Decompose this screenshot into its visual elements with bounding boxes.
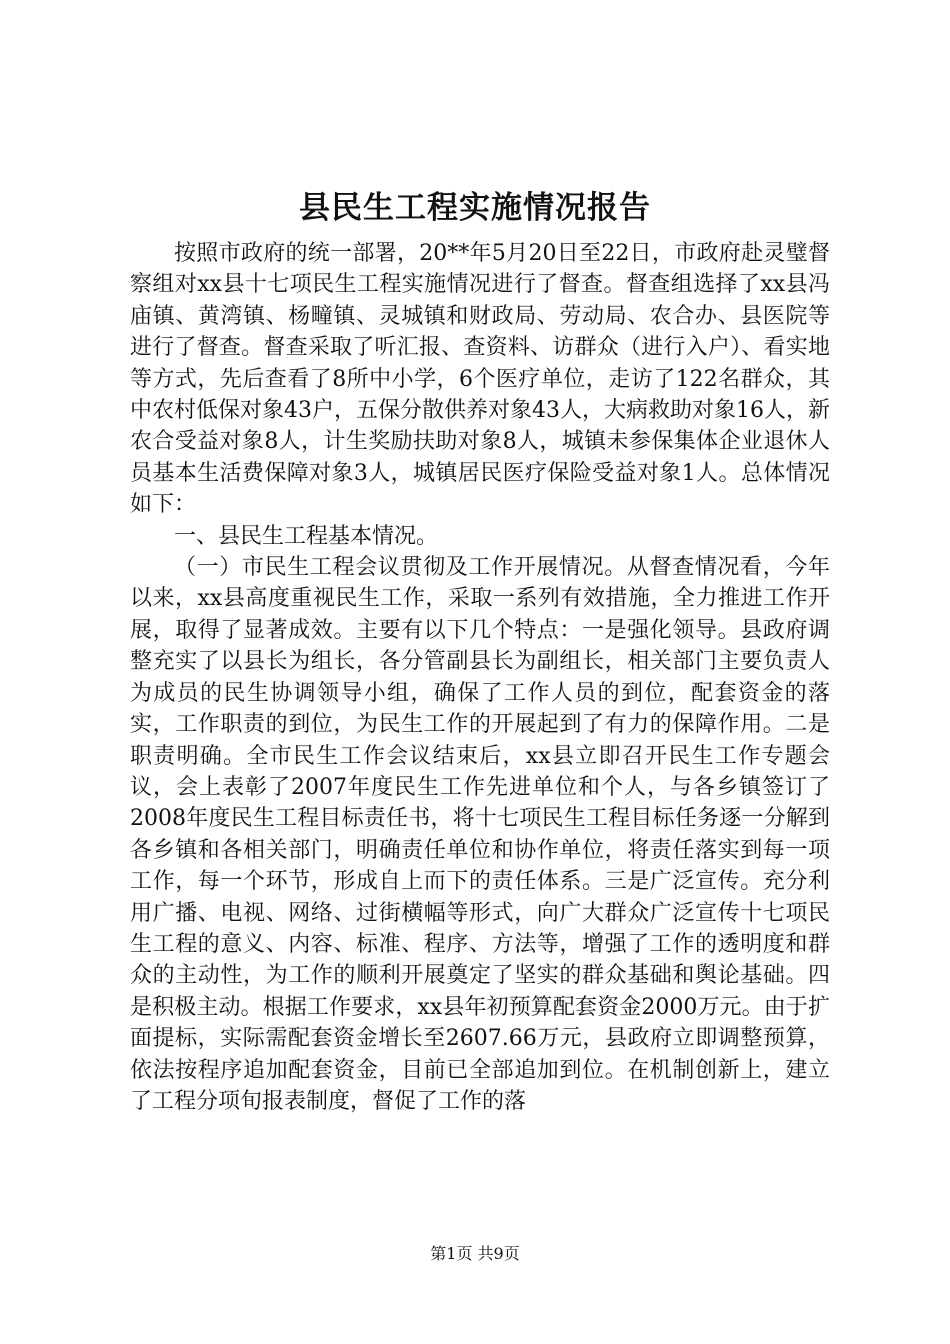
- document-title: 县民生工程实施情况报告: [299, 190, 651, 226]
- document-body: [130, 238, 830, 1117]
- paragraph-subsection-1: （一）市民生工程会议贯彻及工作开展情况。从督查情况看，今年以来，xx县高度重视民生工作，采取一系列有效措施，全力推进工作开展，取得了显著成效。主要有以下几个特点：一是强化领导。县政府调整充实了以县长为组长，各分管副县长为副组长，相关部门主要负责人为成员的民生协调领导小组，确保了工作人员的到位，配套资金的落实，工作职责的到位，为民生工作的开展起到了有力的保障作用。二是职责明确。全市民生工作会议结束后，xx县立即召开民生工作专题会议，会上表彰了2007年度民生工作先进单位和个人，与各乡镇签订了2008年度民生工程目标责任书，将十七项民生工程目标任务逐一分解到各乡镇和各相关部门，明确责任单位和协作单位，将责任落实到每一项工作，每一个环节，形成自上而下的责任体系。三是广泛宣传。充分利用广播、电视、网络、过街横幅等形式，向广大群众广泛宣传十七项民生工程的意义、内容、标准、程序、方法等，增强了工作的透明度和群众的主动性，为工作的顺利开展奠定了坚实的群众基础和舆论基础。四是积极主动。根据工作要求，xx县年初预算配套资金2000万元。由于扩面提标，实际需配套资金增长至2607.66万元，县政府立即调整预算，依法按程序追加配套资金，目前已全部追加到位。在机制创新上，建立了工程分项旬报表制度，督促了工作的落: [130, 555, 830, 1114]
- section-heading: 一、县民生工程基本情况。: [174, 523, 439, 549]
- page-footer: 第1页 共9页: [430, 1244, 520, 1263]
- paragraph-intro: 按照市政府的统一部署，20**年5月20日至22日，市政府赴灵璧督察组对xx县十七项民生工程实施情况进行了督查。督查组选择了xx县冯庙镇、黄湾镇、杨疃镇、灵城镇和财政局、劳动局、农合办、县医院等进行了督查。督查采取了听汇报、查资料、访群众（进行入户）、看实地等方式，先后查看了8所中小学，6个医疗单位，走访了122名群众，其中农村低保对象43户，五保分散供养对象43人，大病救助对象16人，新农合受益对象8人，计生奖励扶助对象8人，城镇未参保集体企业退休人员基本生活费保障对象3人，城镇居民医疗保险受益对象1人。总体情况如下：: [130, 241, 830, 518]
